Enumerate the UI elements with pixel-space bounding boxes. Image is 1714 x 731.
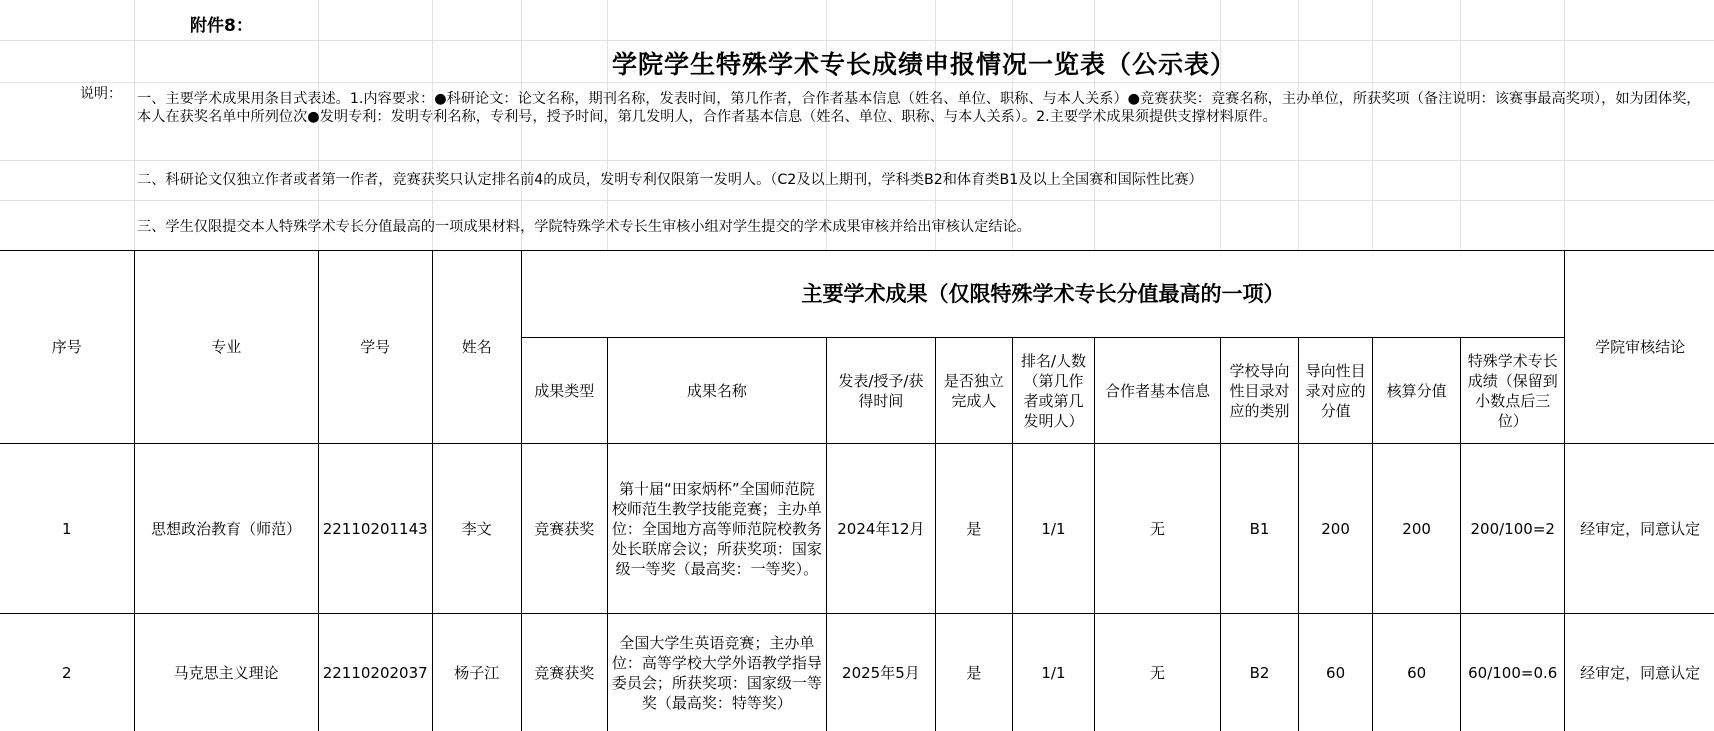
header-collaborators: 合作者基本信息 — [1094, 338, 1220, 444]
table-row — [0, 444, 1714, 614]
header-date: 发表/授予/获得时间 — [826, 338, 935, 444]
cell-collaborators: 无 — [1094, 614, 1220, 731]
achievements-table — [0, 250, 1714, 731]
cell-major: 马克思主义理论 — [134, 614, 318, 731]
cell-major: 思想政治教育（师范） — [134, 444, 318, 614]
cell-independent: 是 — [935, 614, 1012, 731]
cell-rank: 1/1 — [1012, 614, 1094, 731]
cell-calculated-score: 60 — [1373, 614, 1461, 731]
cell-calculated-score: 200 — [1373, 444, 1461, 614]
header-major: 专业 — [134, 251, 318, 444]
header-special-score: 特殊学术专长成绩（保留到小数点后三位） — [1461, 338, 1565, 444]
note-item-1: 一、主要学术成果用条目式表述。1.内容要求：●科研论文：论文名称，期刊名称，发表时间，第几作者，合作者基本信息（姓名、单位、职称、与本人关系）●竞赛获奖：竞赛名称，主办单位，所获奖项（备注说明：该赛事最高奖项），如为团体奖，本人在获奖名单中所列位次●发明专利：发明专利名称，专利号，授予时间，第几发明人，合作者基本信息（姓名、单位、职称、与本人关系）。2.主要学术成果须提供支撑材料原件。 — [137, 91, 1701, 125]
header-achievement-name: 成果名称 — [607, 338, 826, 444]
table-row — [0, 614, 1714, 731]
cell-catalog-score: 200 — [1299, 444, 1373, 614]
cell-date: 2024年12月 — [826, 444, 935, 614]
cell-independent: 是 — [935, 444, 1012, 614]
grid-line — [0, 200, 1714, 201]
header-index: 序号 — [0, 251, 134, 444]
notes-label: 说明： — [80, 86, 122, 102]
cell-rank: 1/1 — [1012, 444, 1094, 614]
header-achievement-type: 成果类型 — [521, 338, 607, 444]
page-title: 学院学生特殊学术专长成绩申报情况一览表（公示表） — [611, 50, 1236, 79]
grid-line — [134, 0, 135, 250]
header-independent: 是否独立完成人 — [935, 338, 1012, 444]
cell-date: 2025年5月 — [826, 614, 935, 731]
table-header-row — [0, 251, 1714, 338]
cell-name: 李文 — [432, 444, 521, 614]
grid-line — [0, 40, 1714, 41]
header-calculated-score: 核算分值 — [1373, 338, 1461, 444]
cell-achievement-type: 竞赛获奖 — [521, 614, 607, 731]
cell-achievement-type: 竞赛获奖 — [521, 444, 607, 614]
cell-student-id: 22110201143 — [318, 444, 432, 614]
cell-review: 经审定，同意认定 — [1565, 614, 1714, 731]
header-review: 学院审核结论 — [1565, 251, 1714, 444]
cell-collaborators: 无 — [1094, 444, 1220, 614]
grid-line — [0, 160, 1714, 161]
cell-review: 经审定，同意认定 — [1565, 444, 1714, 614]
header-rank: 排名/人数（第几作者或第几发明人） — [1012, 338, 1094, 444]
header-category: 学校导向性目录对应的类别 — [1221, 338, 1299, 444]
cell-category: B1 — [1221, 444, 1299, 614]
cell-name: 杨子江 — [432, 614, 521, 731]
attachment-label: 附件8： — [190, 16, 253, 36]
note-item-2: 二、科研论文仅独立作者或者第一作者，竞赛获奖只认定排名前4的成员，发明专利仅限第一发明人。（C2及以上期刊，学科类B2和体育类B1及以上全国赛和国际性比赛） — [137, 172, 1203, 188]
header-name: 姓名 — [432, 251, 521, 444]
cell-catalog-score: 60 — [1299, 614, 1373, 731]
header-main-achievements: 主要学术成果（仅限特殊学术专长分值最高的一项） — [521, 251, 1565, 338]
cell-index: 2 — [0, 614, 134, 731]
cell-index: 1 — [0, 444, 134, 614]
cell-achievement-name: 第十届“田家炳杯”全国师范院校师范生教学技能竞赛；主办单位：全国地方高等师范院校教务处长联席会议；所获奖项：国家级一等奖（最高奖：一等奖）。 — [607, 444, 826, 614]
cell-achievement-name: 全国大学生英语竞赛；主办单位：高等学校大学外语教学指导委员会；所获奖项：国家级一等奖（最高奖：特等奖） — [607, 614, 826, 731]
header-student-id: 学号 — [318, 251, 432, 444]
grid-line — [0, 82, 1714, 83]
cell-student-id: 22110202037 — [318, 614, 432, 731]
cell-special-score: 200/100=2 — [1461, 444, 1565, 614]
header-catalog-score: 导向性目录对应的分值 — [1299, 338, 1373, 444]
note-item-3: 三、学生仅限提交本人特殊学术专长分值最高的一项成果材料，学院特殊学术专长生审核小组对学生提交的学术成果审核并给出审核认定结论。 — [137, 219, 1031, 235]
cell-category: B2 — [1221, 614, 1299, 731]
cell-special-score: 60/100=0.6 — [1461, 614, 1565, 731]
